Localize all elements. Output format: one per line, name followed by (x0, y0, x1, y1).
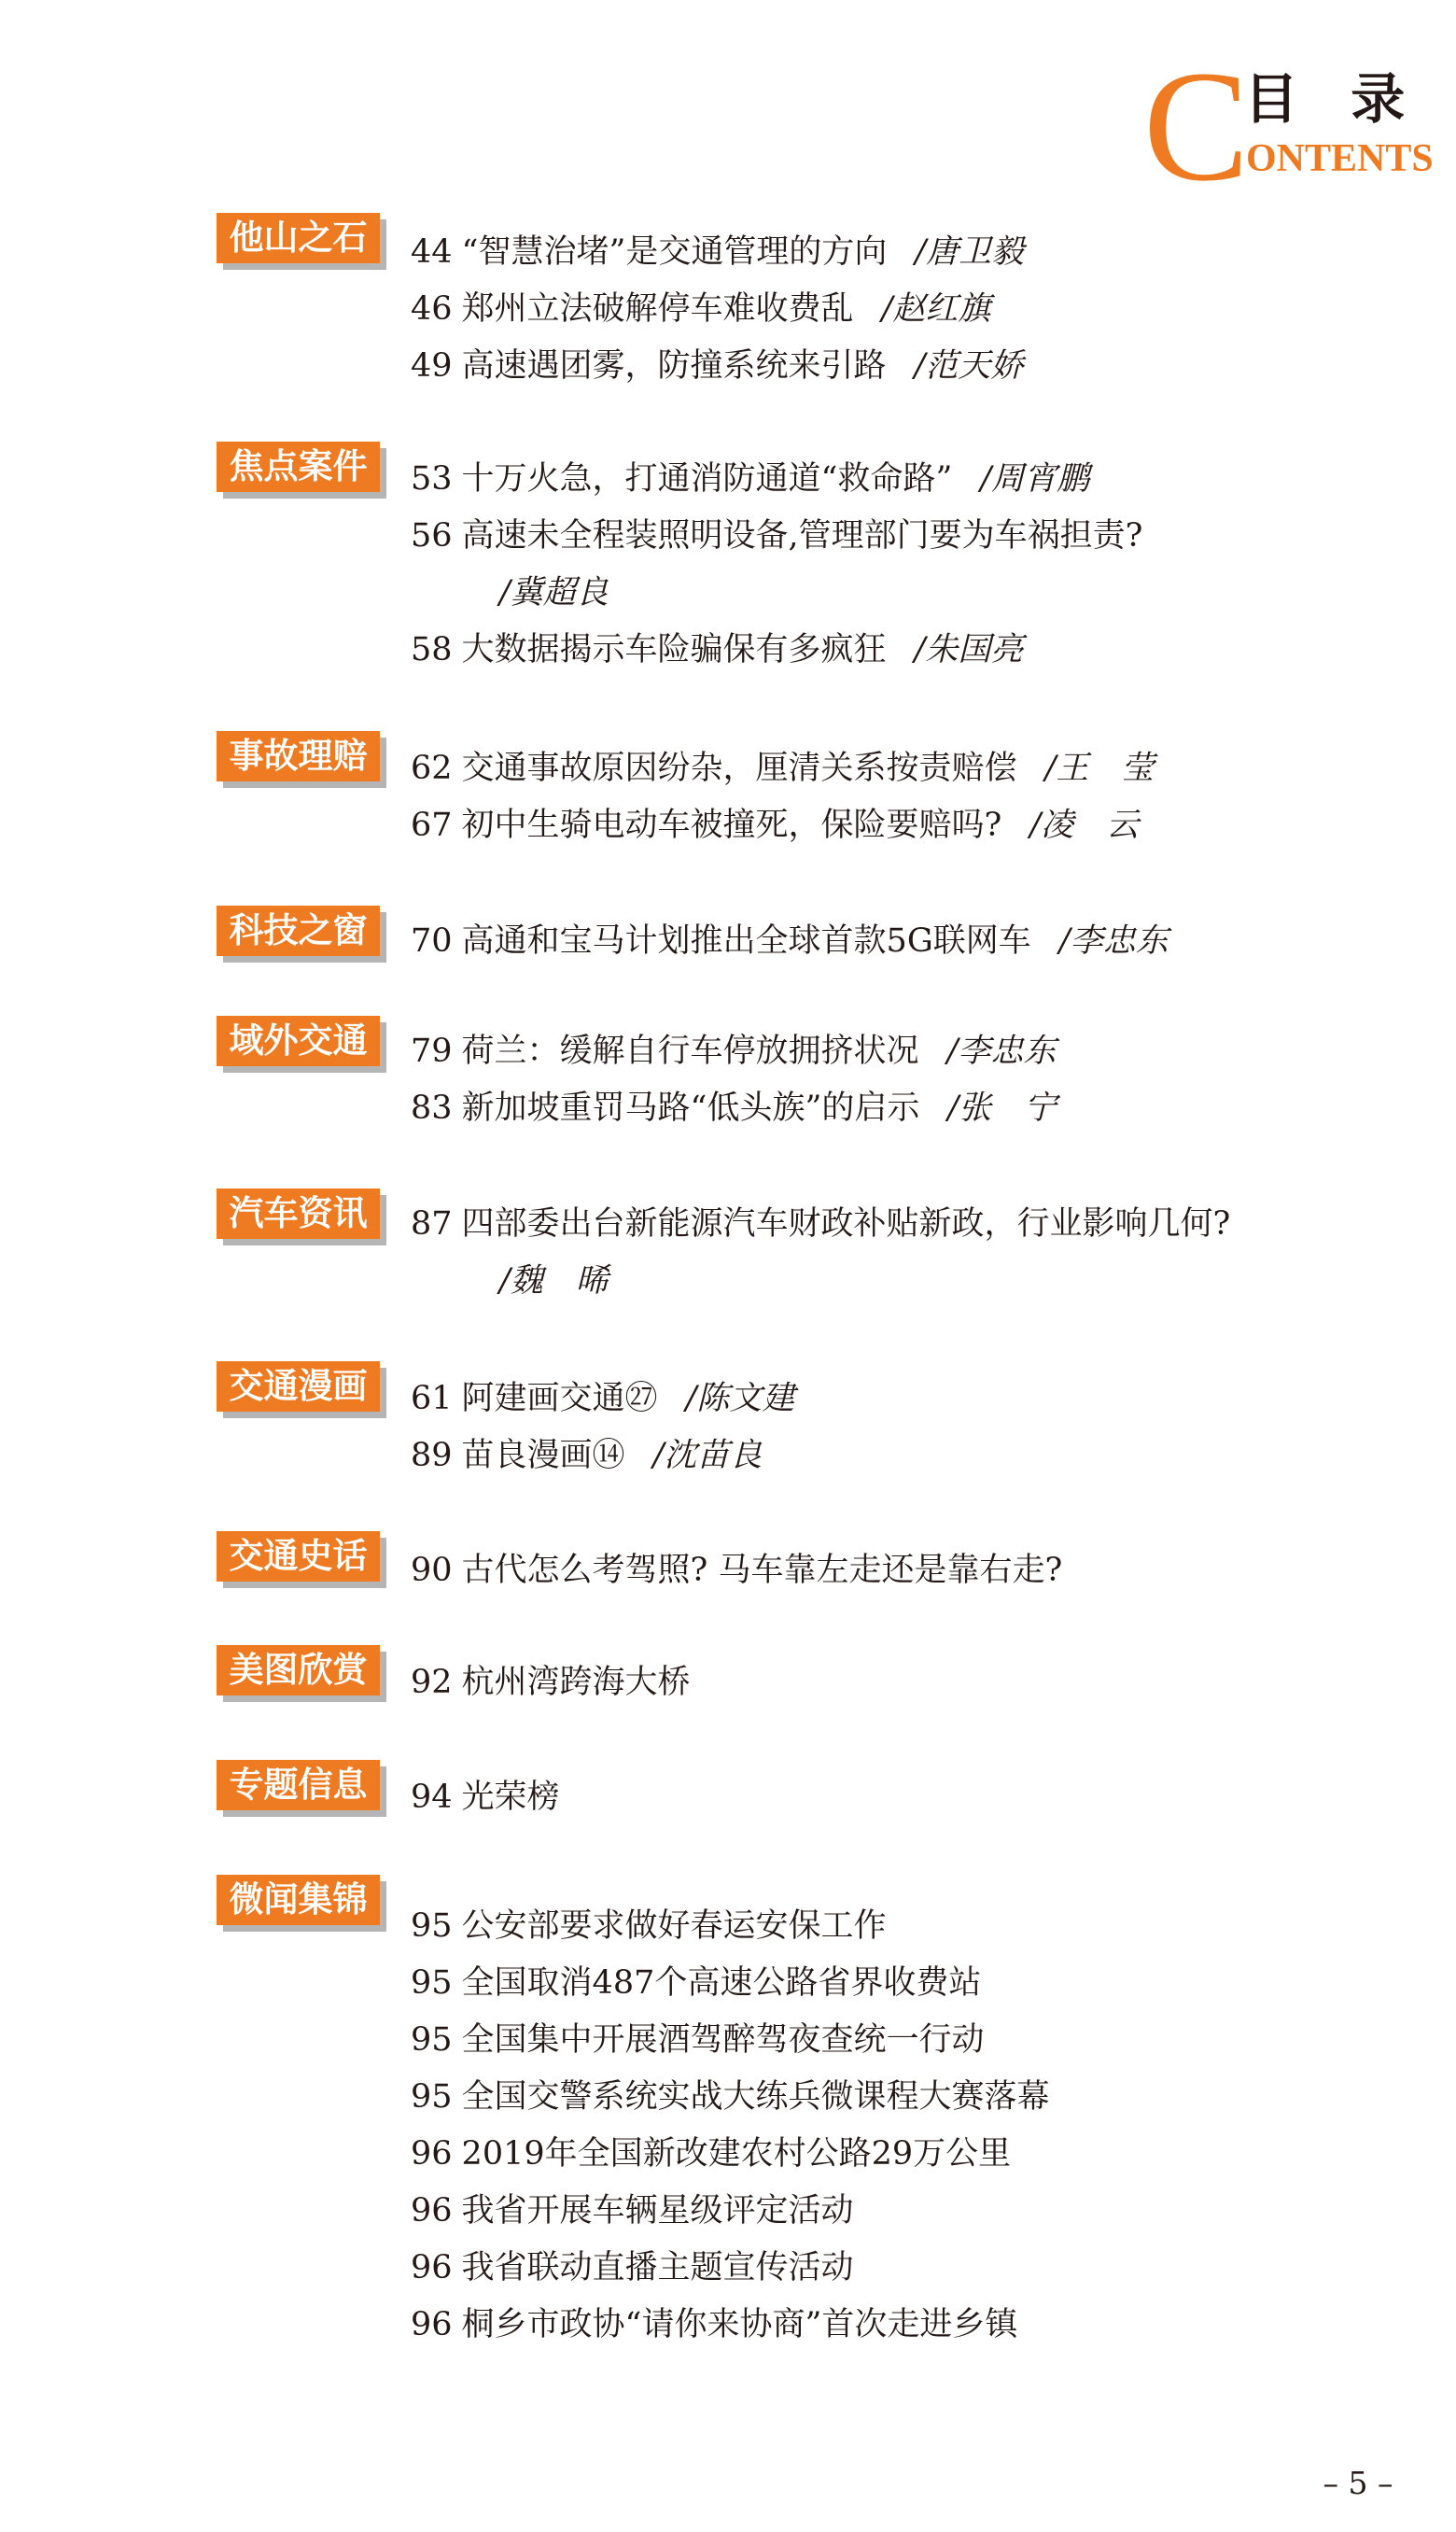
toc-entry[interactable]: 90 古代怎么考驾照? 马车靠左走还是靠右走? (411, 1552, 1063, 1589)
toc-entry[interactable]: 62 交通事故原因纷杂，厘清关系按责赔偿 /王 莹 (411, 750, 1155, 787)
toc-entry[interactable]: 96 我省开展车辆星级评定活动 (411, 2192, 854, 2230)
section-label: 交通史话 (217, 1531, 380, 1582)
section-label: 微闻集锦 (217, 1875, 380, 1925)
page-number: – 5 – (1323, 2465, 1393, 2501)
toc-entry[interactable]: 79 荷兰：缓解自行车停放拥挤状况 /李忠东 (411, 1033, 1057, 1070)
page-title: 目 录 (1244, 67, 1422, 131)
section-label: 科技之窗 (217, 906, 380, 956)
toc-entry[interactable]: 95 全国集中开展酒驾醉驾夜查统一行动 (411, 2021, 985, 2059)
contents-logo-letter: C (1143, 38, 1250, 214)
toc-entry[interactable]: 70 高通和宝马计划推出全球首款5G联网车 /李忠东 (411, 922, 1169, 960)
toc-entry[interactable]: 61 阿建画交通㉗ /陈文建 (411, 1380, 795, 1417)
toc-entry-author: /魏 晞 (499, 1262, 609, 1300)
toc-entry[interactable]: 89 苗良漫画⑭ /沈苗良 (411, 1437, 763, 1474)
toc-entry[interactable]: 46 郑州立法破解停车难收费乱 /赵红旗 (411, 290, 991, 328)
toc-entry[interactable]: 49 高速遇团雾，防撞系统来引路 /范天娇 (411, 347, 1024, 385)
toc-entry[interactable]: 56 高速未全程装照明设备,管理部门要为车祸担责? (411, 517, 1143, 555)
section-label: 事故理赔 (217, 731, 380, 781)
toc-entry[interactable]: 44 “智慧治堵”是交通管理的方向 /唐卫毅 (411, 233, 1025, 271)
toc-entry[interactable]: 96 2019年全国新改建农村公路29万公里 (411, 2135, 1012, 2173)
toc-entry[interactable]: 83 新加坡重罚马路“低头族”的启示 /张 宁 (411, 1090, 1057, 1127)
toc-entry[interactable]: 87 四部委出台新能源汽车财政补贴新政，行业影响几何? (411, 1205, 1231, 1243)
toc-entry[interactable]: 95 公安部要求做好春运安保工作 (411, 1907, 887, 1945)
toc-entry-author: /冀超良 (499, 574, 609, 612)
section-label: 交通漫画 (217, 1361, 380, 1412)
section-label: 域外交通 (217, 1016, 380, 1066)
toc-entry[interactable]: 58 大数据揭示车险骗保有多疯狂 /朱国亮 (411, 631, 1024, 668)
toc-entry[interactable]: 94 光荣榜 (411, 1779, 560, 1816)
toc-entry[interactable]: 96 我省联动直播主题宣传活动 (411, 2249, 854, 2286)
section-label: 美图欣赏 (217, 1645, 380, 1695)
toc-entry[interactable]: 53 十万火急，打通消防通道“救命路” /周宵鹏 (411, 460, 1090, 498)
section-label: 他山之石 (217, 213, 380, 263)
section-label: 汽车资讯 (217, 1189, 380, 1239)
toc-entry[interactable]: 96 桐乡市政协“请你来协商”首次走进乡镇 (411, 2306, 1018, 2343)
section-label: 专题信息 (217, 1760, 380, 1810)
section-label: 焦点案件 (217, 442, 380, 492)
toc-entry[interactable]: 92 杭州湾跨海大桥 (411, 1664, 691, 1701)
contents-header (1143, 38, 1451, 214)
page-subtitle: ONTENTS (1246, 137, 1434, 180)
toc-entry[interactable]: 67 初中生骑电动车被撞死，保险要赔吗? /凌 云 (411, 807, 1140, 844)
toc-entry[interactable]: 95 全国取消487个高速公路省界收费站 (411, 1964, 982, 2002)
toc-entry[interactable]: 95 全国交警系统实战大练兵微课程大赛落幕 (411, 2078, 1050, 2116)
